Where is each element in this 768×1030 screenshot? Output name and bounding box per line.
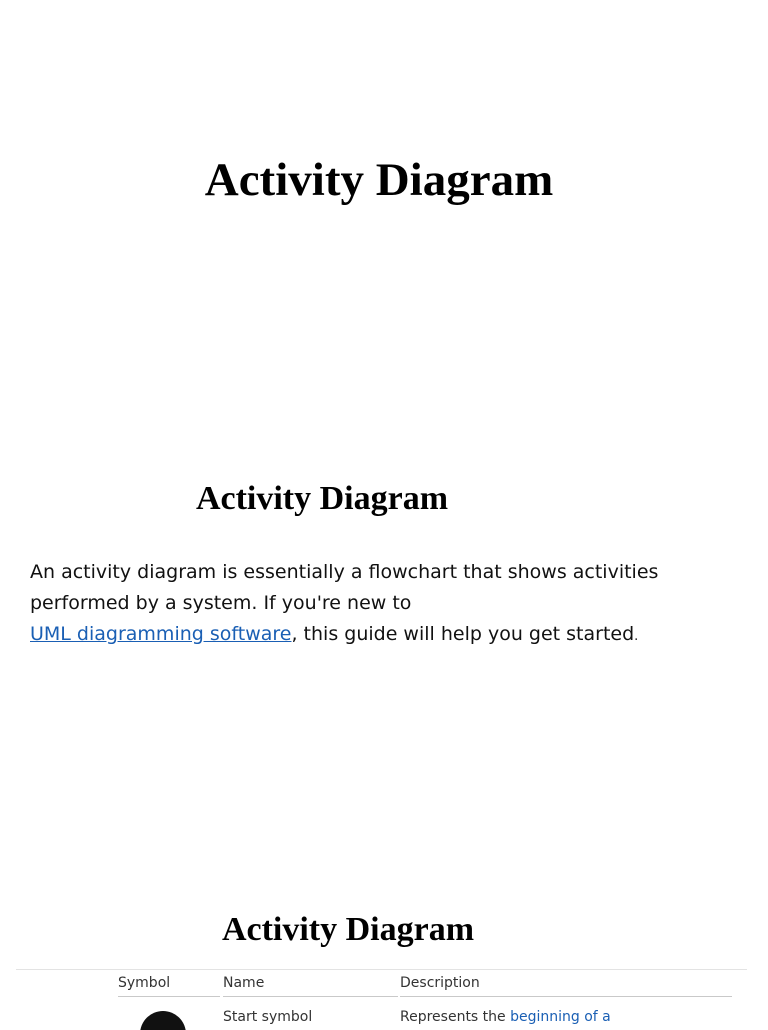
intro-paragraph — [30, 557, 750, 652]
intro-period: . — [634, 629, 639, 644]
slide-title: Activity Diagram — [204, 154, 554, 206]
description-text: Represents the — [400, 1009, 511, 1025]
symbol-header: Symbol — [118, 970, 220, 997]
description-header: Description — [400, 970, 732, 997]
intro-text-after: , this guide will help you get started — [291, 623, 635, 645]
start-symbol-icon — [140, 1011, 186, 1030]
uml-software-link[interactable]: UML diagramming software — [30, 623, 292, 645]
name-header: Name — [223, 970, 398, 997]
table-row-name: Start symbol — [223, 1009, 313, 1025]
symbol-table — [16, 969, 747, 1030]
name-column — [223, 970, 398, 1025]
table-section-title: Activity Diagram — [221, 911, 475, 948]
intro-text-before: An activity diagram is essentially a flowchart that shows activities performed by a system. If you're new to — [30, 561, 659, 614]
symbol-column — [118, 970, 220, 1030]
description-link[interactable]: beginning of a — [510, 1009, 611, 1025]
section-title: Activity Diagram — [195, 480, 449, 517]
table-row-description — [400, 997, 732, 1025]
description-column — [400, 970, 732, 1025]
